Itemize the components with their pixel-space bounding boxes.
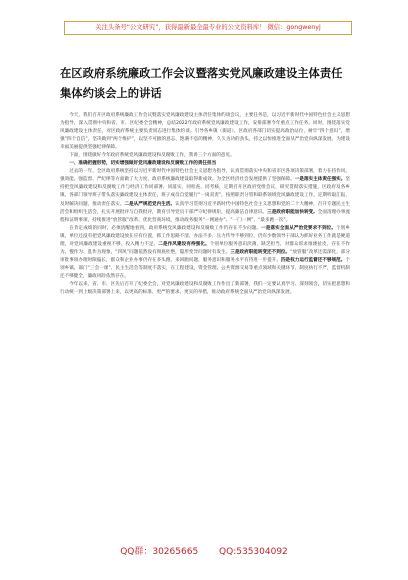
body-paragraph bbox=[60, 225, 350, 281]
bold-run: 一、准确把握形势，切实增强做好党风廉政建设和反腐败工作的责任担当 bbox=[69, 161, 217, 167]
body-paragraph bbox=[60, 160, 350, 168]
document-body bbox=[60, 112, 350, 540]
promo-banner: 关注头条号“公文研究”，获得最新最全最专业的公文资料库！ 微信：gongwenyj bbox=[64, 21, 352, 35]
bold-run: 二是作风建设有待强化。 bbox=[158, 241, 210, 247]
text-run: 个别单位服务意识淡薄，缺乏担当，对群众诉求推诿扯皮，存在不作为、慢作为、乱作为现象，“四风”问题依然没有彻底杜绝，隐形变异问题时有发生。 bbox=[60, 241, 350, 255]
qq-group-text: QQ群：30265665 bbox=[120, 547, 199, 557]
text-run: 坚持把党风廉政建设和反腐败工作与经济工作同部署、同落实、同检查、同考核，定期召开区政府党组会议，研究贯彻落实措施，区政府及各乡镇、各部门领导班子带头落实廉政建设主体责任，班子成员自觉履行“一岗双责”，按照职责分管和联系领域党风廉政建设工作，定期听取汇报，及时解决问题，推动责任落实。 bbox=[60, 177, 350, 207]
body-paragraph bbox=[60, 281, 350, 297]
bold-run: 一是落实全面从严治党要求不到位。 bbox=[261, 225, 337, 231]
text-run: 在肯定成绩的同时，必须清醒地看到，政府系统党风廉政建设和反腐败工作仍存在不少问题。 bbox=[69, 225, 262, 231]
text-run: “放管服”改革还需深化，部分审批事项办理时限偏长，群众和企业办事仍存在多头跑、来回跑问题，服务意识和服务水平有待进一步提升。 bbox=[60, 249, 350, 263]
bold-run: 二是从严规范党内生活。 bbox=[124, 201, 176, 207]
text-run: 今年以来，省、市、区先后召开了纪委全会，对党风廉政建设和反腐败工作作出了新部署，我们一定要认真学习、深刻领会，切实把思想和行动统一到上级决策部署上来，以更高的标准、更严的要求、更实的举措，推动政府系统全面从严治党向纵深发展。 bbox=[60, 281, 350, 296]
bold-run: 三是政府职能加快转变。 bbox=[267, 209, 318, 215]
page-title: 在区政府系统廉政工作会议暨落实党风廉政建设主体责任集体约谈会上的讲话 bbox=[60, 67, 343, 100]
text-run: 下面，围绕做好今年政府系统党风廉政建设和反腐败工作，我讲三个方面的意见。 bbox=[69, 153, 235, 159]
text-run: 全面清理办事流程和证明事项，持续推进“放管服”改革，优化营商环境，推动政务服务“一网通办”、“一门一网”、“最多跑一次”。 bbox=[60, 209, 350, 223]
text-run: 今天，我们召开区政府系统廉政工作会议暨落实党风廉政建设主体责任集体约谈会议，主要任务是，以习近平新时代中国特色社会主义思想为指导，深入贯彻中央和省、市、区纪委全会精神，总结2022年政府系统党风廉政建设工作，安排部署今年重点工作任务。同时，围绕落实党风廉政建设主体责任，对区政府系统主要负责同志进行集体约谈。引导各乡镇（街道）、区政府各部门切实提高政治站位，树牢“四个意识”，增强“四个自信”，坚决做到“两个维护”，以坚不可摧的意志、饱满不息的精神，久久为功的劲头，持之以恒推进全面从严治党向纵深发展。为建设幸福美丽提供坚强纪律保障。 bbox=[60, 113, 350, 151]
text-run: 认真学习贯彻习近平新时代中国特色社会主义思想和党的二十大精神，召开专题民主生活会和组织生活会，扎实开展批评与自我批评，教育引导党员干部严守纪律规矩，提高廉洁自律意识。 bbox=[60, 201, 350, 215]
text-run: 个别乡镇、单位还没有把党风廉政建设放在应有位置，抓工作思路不清、办法不多，压力传导不够到位，仍有少数领导干部认为抓好业务工作就是硬道理，对党风廉政建设重视不够、投入精力不足。 bbox=[60, 225, 350, 247]
bold-run: 三是政府职能转变还不到位。 bbox=[230, 249, 291, 255]
bold-run: 一是落实主体责任强实。 bbox=[294, 177, 346, 183]
body-paragraph bbox=[60, 152, 350, 160]
body-paragraph bbox=[60, 168, 350, 224]
text-run: 个别乡镇、部门“三会一课”、民主生活会等制度不落实，在工程建设、资金管理、公共资源交易等重点领域和关键环节，制度执行不严，监督机制还不够健全，廉政风险依然存在。 bbox=[60, 257, 350, 279]
contact-footer bbox=[0, 541, 408, 563]
qq-text: QQ:535304092 bbox=[219, 547, 288, 557]
body-paragraph bbox=[60, 112, 350, 152]
text-run: 过去的一年，全区政府系统坚持以习近平新时代中国特色社会主义思想为指导，认真贯彻落实中央和省市区各项决策部署，着力在持作风、强效能、强监督、严纪律等方面做了大力度，政府系统廉政建设取得新成效。为全区经济社会发展提供了坚强保障。 bbox=[60, 169, 350, 183]
bold-run: 四是权力运行监督还不够规范。 bbox=[280, 257, 346, 263]
